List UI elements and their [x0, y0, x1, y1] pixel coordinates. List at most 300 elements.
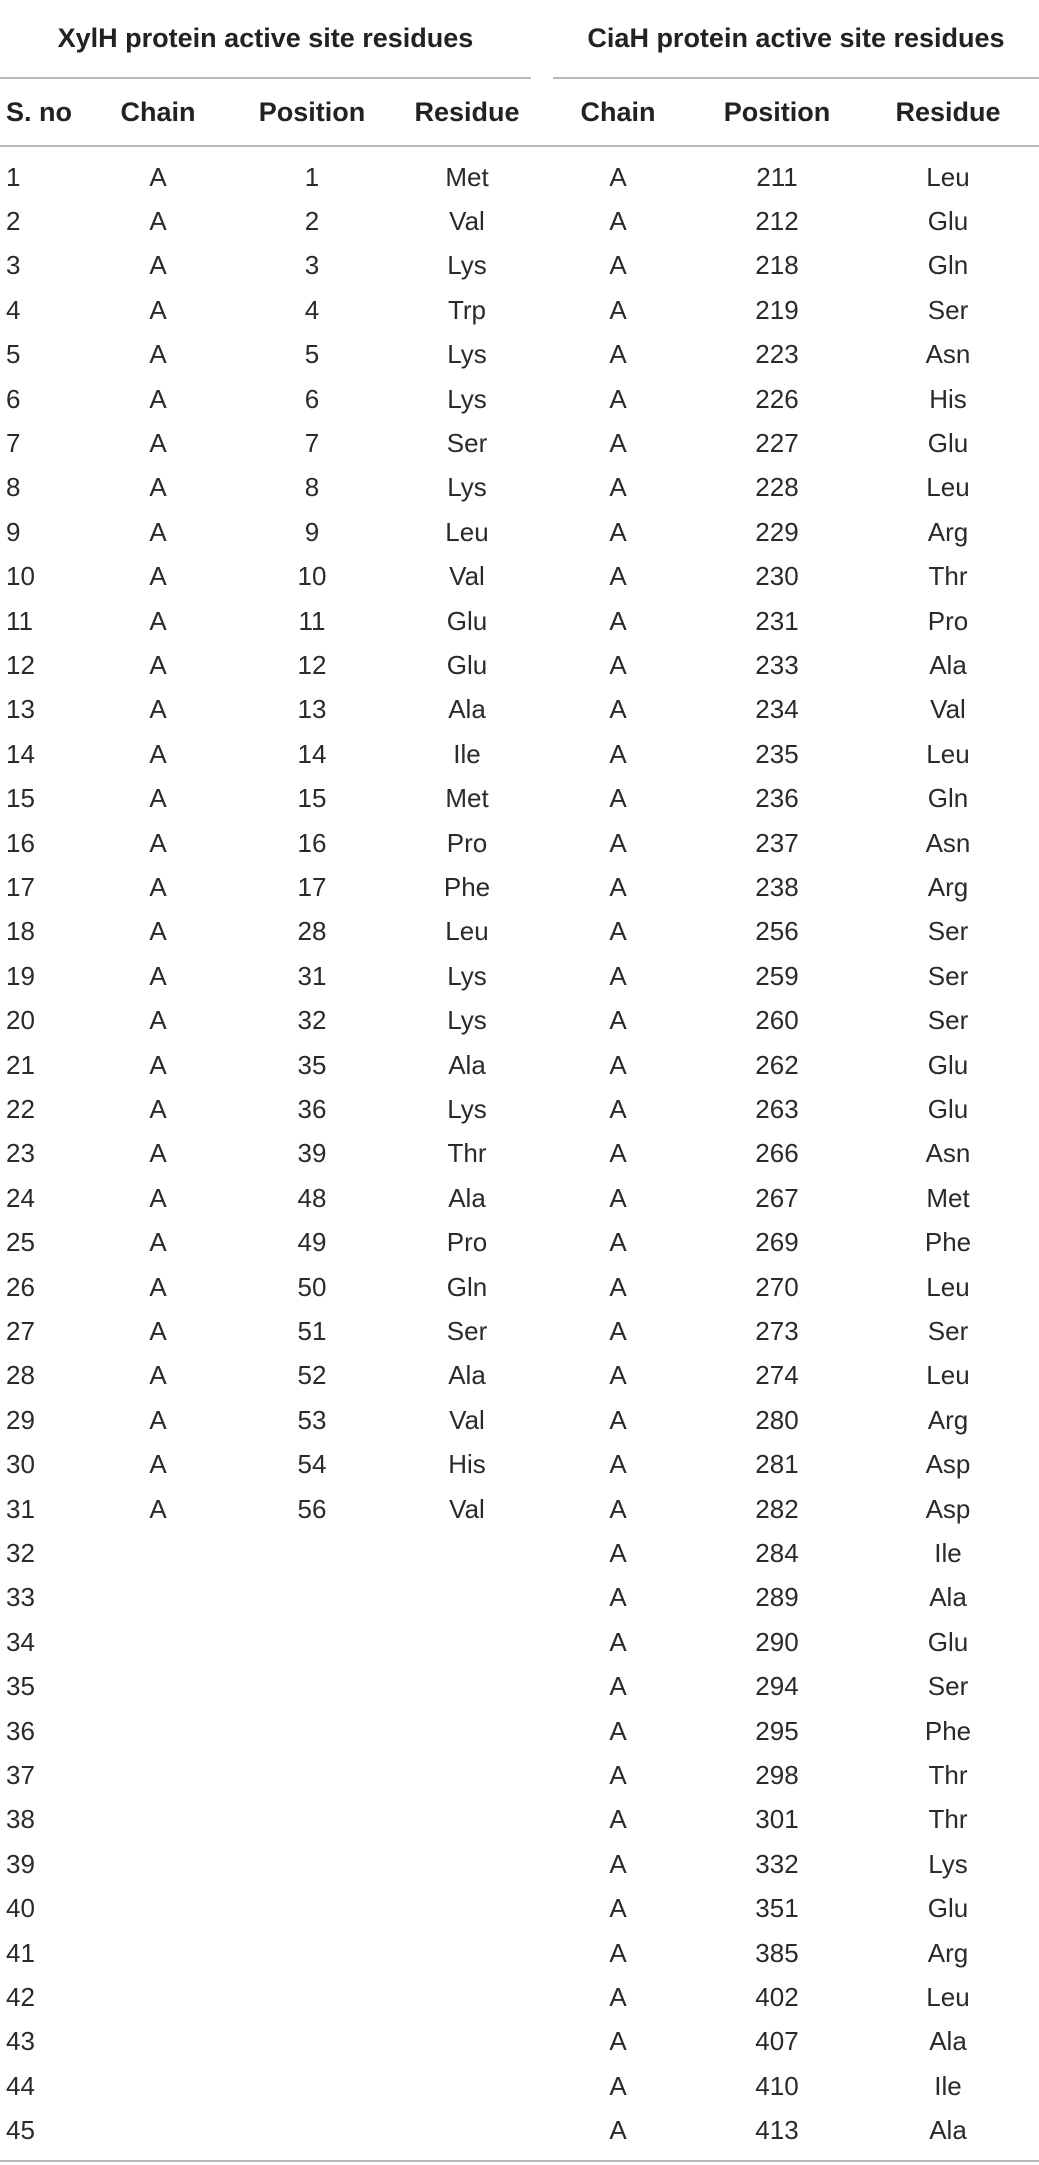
cell-chain-xylh: A [149, 339, 167, 370]
cell-residue-ciah: Thr [928, 1804, 968, 1835]
cell-chain-ciah: A [609, 1360, 627, 1391]
cell-position-xylh: 35 [297, 1049, 327, 1080]
cell-position-xylh: 53 [297, 1404, 327, 1435]
header-residue-xylh: Residue [414, 96, 520, 127]
cell-position-xylh [245, 1531, 379, 1575]
cell-chain-xylh [106, 1887, 210, 1931]
cell-chain-ciah: A [609, 1049, 627, 1080]
cell-chain-ciah: A [609, 1582, 627, 1613]
cell-residue-ciah: Asp [925, 1449, 971, 1480]
cell-chain-ciah: A [609, 1138, 627, 1169]
cell-sno: 24 [6, 1182, 35, 1213]
cell-position-ciah: 269 [755, 1227, 799, 1258]
cell-sno: 4 [6, 294, 21, 325]
cell-sno: 16 [6, 827, 35, 858]
cell-position-ciah: 289 [755, 1582, 799, 1613]
cell-residue-xylh: Val [449, 1493, 485, 1524]
cell-chain-ciah: A [609, 1715, 627, 1746]
cell-position-xylh: 28 [297, 916, 327, 947]
cell-residue-ciah: Ile [934, 2070, 962, 2101]
cell-residue-ciah: Val [930, 694, 966, 725]
cell-residue-xylh: Val [449, 561, 485, 592]
cell-sno: 33 [6, 1582, 35, 1613]
cell-sno: 27 [6, 1316, 35, 1347]
cell-chain-xylh [106, 2064, 210, 2108]
cell-chain-xylh [106, 1931, 210, 1975]
cell-position-xylh: 11 [298, 605, 326, 636]
header-position-ciah: Position [723, 96, 831, 127]
cell-position-xylh: 51 [297, 1316, 327, 1347]
cell-residue-ciah: Ala [929, 1582, 967, 1613]
group-header-xylh: XylH protein active site residues [57, 23, 474, 53]
cell-position-ciah: 262 [755, 1049, 799, 1080]
cell-chain-ciah: A [609, 1182, 627, 1213]
cell-position-ciah: 280 [755, 1404, 799, 1435]
cell-residue-xylh: Phe [443, 872, 491, 903]
cell-residue-ciah: Ser [927, 1316, 969, 1347]
cell-position-ciah: 238 [755, 872, 799, 903]
cell-position-ciah: 234 [755, 694, 799, 725]
cell-residue-ciah: Gln [927, 783, 969, 814]
cell-residue-xylh: Trp [447, 294, 487, 325]
cell-chain-ciah: A [609, 339, 627, 370]
cell-chain-xylh: A [149, 1271, 167, 1302]
cell-residue-ciah: Phe [924, 1227, 972, 1258]
cell-residue-xylh [405, 1975, 529, 2019]
cell-chain-xylh [106, 1620, 210, 1664]
cell-chain-xylh [106, 1576, 210, 1620]
cell-chain-xylh: A [149, 1493, 167, 1524]
cell-chain-ciah: A [609, 206, 627, 237]
cell-sno: 45 [6, 2115, 35, 2146]
header-rule [0, 145, 1039, 147]
cell-position-xylh: 13 [297, 694, 327, 725]
cell-residue-ciah: Ser [927, 916, 969, 947]
cell-chain-ciah: A [609, 1626, 627, 1657]
cell-sno: 23 [6, 1138, 35, 1169]
cell-position-xylh [245, 1798, 379, 1842]
group-header-ciah: CiaH protein active site residues [587, 23, 1005, 53]
cell-position-xylh [245, 1931, 379, 1975]
cell-chain-xylh: A [149, 960, 167, 991]
cell-position-ciah: 270 [755, 1271, 799, 1302]
cell-chain-ciah: A [609, 1227, 627, 1258]
cell-residue-xylh: His [448, 1449, 486, 1480]
cell-chain-ciah: A [609, 1094, 627, 1125]
cell-residue-xylh: Glu [446, 605, 488, 636]
cell-sno: 36 [6, 1715, 35, 1746]
cell-position-xylh: 3 [304, 250, 320, 281]
cell-position-xylh: 50 [297, 1271, 327, 1302]
cell-chain-ciah: A [609, 294, 627, 325]
cell-residue-ciah: Glu [927, 1893, 969, 1924]
cell-chain-xylh: A [149, 827, 167, 858]
cell-position-xylh: 32 [297, 1005, 327, 1036]
cell-residue-ciah: Leu [926, 1271, 970, 1302]
cell-sno: 13 [6, 694, 35, 725]
cell-chain-xylh: A [149, 738, 167, 769]
cell-chain-xylh: A [149, 250, 167, 281]
cell-position-ciah: 281 [755, 1449, 799, 1480]
cell-residue-ciah: Arg [927, 1937, 969, 1968]
cell-sno: 41 [6, 1937, 35, 1968]
cell-chain-ciah: A [609, 1271, 627, 1302]
cell-position-xylh [245, 1576, 379, 1620]
cell-chain-ciah: A [609, 1760, 627, 1791]
cell-residue-xylh: Leu [445, 916, 489, 947]
cell-chain-xylh: A [149, 1404, 167, 1435]
cell-chain-xylh: A [149, 1138, 167, 1169]
cell-residue-xylh [405, 2109, 529, 2153]
cell-residue-ciah: Thr [928, 561, 968, 592]
cell-position-xylh: 1 [304, 161, 320, 192]
cell-position-xylh: 10 [297, 561, 327, 592]
cell-residue-ciah: Met [926, 1182, 970, 1213]
cell-position-xylh [245, 2109, 379, 2153]
cell-residue-xylh: Ala [448, 1182, 486, 1213]
cell-residue-xylh [405, 1620, 529, 1664]
cell-position-xylh: 4 [304, 294, 320, 325]
cell-chain-xylh: A [149, 916, 167, 947]
cell-residue-ciah: Ser [927, 1005, 969, 1036]
cell-residue-xylh [405, 1576, 529, 1620]
cell-sno: 44 [6, 2070, 35, 2101]
cell-position-ciah: 263 [755, 1094, 799, 1125]
cell-residue-ciah: Thr [928, 1760, 968, 1791]
cell-sno: 14 [6, 738, 35, 769]
cell-sno: 39 [6, 1848, 35, 1879]
cell-sno: 19 [6, 960, 35, 991]
cell-chain-ciah: A [609, 783, 627, 814]
cell-position-xylh: 31 [297, 960, 327, 991]
cell-chain-xylh: A [149, 161, 167, 192]
cell-sno: 10 [6, 561, 35, 592]
cell-position-xylh: 54 [297, 1449, 327, 1480]
cell-position-xylh [245, 2020, 379, 2064]
cell-position-ciah: 219 [755, 294, 799, 325]
cell-position-ciah: 332 [755, 1848, 799, 1879]
cell-sno: 6 [6, 383, 21, 414]
cell-residue-xylh: Lys [447, 1094, 487, 1125]
cell-residue-xylh [405, 1887, 529, 1931]
cell-residue-xylh [405, 2020, 529, 2064]
cell-chain-ciah: A [609, 2070, 627, 2101]
cell-residue-ciah: Ala [929, 2115, 967, 2146]
cell-sno: 12 [6, 650, 35, 681]
cell-chain-ciah: A [609, 827, 627, 858]
cell-position-ciah: 226 [755, 383, 799, 414]
cell-chain-xylh [106, 1709, 210, 1753]
cell-position-xylh: 6 [304, 383, 320, 414]
cell-residue-ciah: Leu [926, 161, 970, 192]
cell-residue-ciah: His [929, 383, 967, 414]
cell-sno: 37 [6, 1760, 35, 1791]
cell-position-xylh [245, 1665, 379, 1709]
cell-residue-ciah: Pro [927, 605, 969, 636]
cell-sno: 7 [6, 428, 21, 459]
cell-chain-ciah: A [609, 1893, 627, 1924]
cell-sno: 3 [6, 250, 21, 281]
cell-residue-xylh [405, 1531, 529, 1575]
cell-chain-ciah: A [609, 561, 627, 592]
cell-sno: 11 [6, 605, 33, 636]
header-position-xylh: Position [258, 96, 366, 127]
cell-position-ciah: 218 [755, 250, 799, 281]
cell-chain-ciah: A [609, 1671, 627, 1702]
cell-residue-ciah: Lys [928, 1848, 968, 1879]
cell-residue-ciah: Glu [927, 1094, 969, 1125]
cell-chain-xylh: A [149, 516, 167, 547]
cell-residue-xylh: Val [449, 206, 485, 237]
cell-position-xylh: 2 [304, 206, 320, 237]
cell-chain-ciah: A [609, 383, 627, 414]
cell-residue-xylh: Leu [445, 516, 489, 547]
cell-position-ciah: 266 [755, 1138, 799, 1169]
cell-residue-xylh: Met [445, 783, 489, 814]
cell-chain-ciah: A [609, 1404, 627, 1435]
cell-position-ciah: 284 [755, 1538, 799, 1569]
cell-chain-xylh [106, 1665, 210, 1709]
cell-chain-xylh: A [149, 294, 167, 325]
cell-position-xylh: 14 [297, 738, 327, 769]
cell-sno: 31 [6, 1493, 35, 1524]
cell-chain-xylh: A [149, 1049, 167, 1080]
cell-position-ciah: 273 [755, 1316, 799, 1347]
header-sno: S. no [6, 96, 72, 127]
cell-sno: 1 [6, 161, 21, 192]
cell-residue-xylh: Pro [446, 1227, 488, 1258]
cell-chain-ciah: A [609, 1449, 627, 1480]
cell-sno: 38 [6, 1804, 35, 1835]
cell-position-xylh: 9 [304, 516, 320, 547]
cell-residue-xylh [405, 1753, 529, 1797]
cell-position-xylh: 49 [297, 1227, 327, 1258]
cell-position-ciah: 267 [755, 1182, 799, 1213]
cell-chain-ciah: A [609, 1493, 627, 1524]
cell-chain-xylh: A [149, 872, 167, 903]
cell-residue-ciah: Glu [927, 428, 969, 459]
cell-position-ciah: 295 [755, 1715, 799, 1746]
cell-residue-ciah: Ala [929, 2026, 967, 2057]
cell-chain-xylh [106, 1531, 210, 1575]
cell-chain-ciah: A [609, 916, 627, 947]
header-chain-xylh: Chain [120, 96, 196, 127]
cell-chain-ciah: A [609, 2026, 627, 2057]
cell-residue-xylh [405, 1842, 529, 1886]
cell-chain-ciah: A [609, 161, 627, 192]
table-bottom-rule [0, 2160, 1039, 2162]
cell-residue-xylh: Thr [447, 1138, 487, 1169]
cell-residue-xylh: Ala [448, 1360, 486, 1391]
cell-chain-ciah: A [609, 1005, 627, 1036]
cell-position-ciah: 290 [755, 1626, 799, 1657]
cell-position-ciah: 385 [755, 1937, 799, 1968]
cell-residue-xylh: Ser [446, 428, 488, 459]
cell-chain-xylh: A [149, 650, 167, 681]
cell-sno: 43 [6, 2026, 35, 2057]
cell-position-xylh [245, 1620, 379, 1664]
cell-chain-xylh: A [149, 1360, 167, 1391]
cell-chain-xylh [106, 2020, 210, 2064]
cell-position-ciah: 229 [755, 516, 799, 547]
cell-chain-ciah: A [609, 1848, 627, 1879]
cell-position-ciah: 212 [755, 206, 799, 237]
cell-position-xylh: 52 [297, 1360, 327, 1391]
cell-position-ciah: 228 [755, 472, 799, 503]
cell-sno: 32 [6, 1538, 35, 1569]
header-residue-ciah: Residue [895, 96, 1001, 127]
cell-residue-ciah: Glu [927, 206, 969, 237]
cell-position-ciah: 235 [755, 738, 799, 769]
cell-chain-ciah: A [609, 472, 627, 503]
cell-residue-xylh [405, 2064, 529, 2108]
cell-position-xylh [245, 1975, 379, 2019]
cell-residue-xylh: Lys [447, 250, 487, 281]
cell-residue-ciah: Ser [927, 294, 969, 325]
cell-residue-ciah: Arg [927, 872, 969, 903]
cell-sno: 21 [6, 1049, 35, 1080]
cell-sno: 26 [6, 1271, 35, 1302]
cell-sno: 42 [6, 1982, 35, 2013]
cell-position-ciah: 260 [755, 1005, 799, 1036]
cell-residue-ciah: Leu [926, 1360, 970, 1391]
cell-residue-xylh: Ala [448, 694, 486, 725]
cell-residue-ciah: Asp [925, 1493, 971, 1524]
cell-position-ciah: 233 [755, 650, 799, 681]
cell-residue-ciah: Glu [927, 1049, 969, 1080]
cell-chain-xylh: A [149, 783, 167, 814]
cell-residue-xylh: Lys [447, 339, 487, 370]
cell-chain-xylh: A [149, 206, 167, 237]
cell-residue-xylh [405, 1931, 529, 1975]
cell-chain-xylh: A [149, 1094, 167, 1125]
cell-position-ciah: 402 [755, 1982, 799, 2013]
cell-position-ciah: 236 [755, 783, 799, 814]
cell-residue-ciah: Arg [927, 1404, 969, 1435]
cell-chain-ciah: A [609, 694, 627, 725]
cell-position-xylh: 12 [297, 650, 327, 681]
cell-sno: 35 [6, 1671, 35, 1702]
cell-residue-ciah: Leu [926, 738, 970, 769]
cell-position-xylh [245, 2064, 379, 2108]
cell-residue-xylh: Met [445, 161, 489, 192]
cell-position-ciah: 294 [755, 1671, 799, 1702]
cell-position-ciah: 223 [755, 339, 799, 370]
cell-sno: 17 [6, 872, 35, 903]
cell-chain-xylh: A [149, 1227, 167, 1258]
cell-chain-xylh: A [149, 561, 167, 592]
cell-position-xylh: 56 [297, 1493, 327, 1524]
cell-residue-ciah: Leu [926, 1982, 970, 2013]
cell-chain-xylh: A [149, 1316, 167, 1347]
cell-residue-xylh: Ile [453, 738, 481, 769]
cell-residue-xylh: Lys [447, 1005, 487, 1036]
cell-chain-xylh: A [149, 472, 167, 503]
cell-sno: 15 [6, 783, 35, 814]
cell-chain-xylh: A [149, 694, 167, 725]
cell-chain-xylh [106, 2109, 210, 2153]
cell-position-ciah: 256 [755, 916, 799, 947]
cell-position-xylh: 39 [297, 1138, 327, 1169]
cell-residue-xylh: Ser [446, 1316, 488, 1347]
cell-residue-ciah: Ala [929, 650, 967, 681]
cell-position-ciah: 301 [755, 1804, 799, 1835]
cell-residue-xylh [405, 1665, 529, 1709]
cell-residue-ciah: Ser [927, 960, 969, 991]
cell-position-xylh: 15 [297, 783, 327, 814]
cell-position-xylh [245, 1709, 379, 1753]
cell-position-xylh: 7 [304, 428, 320, 459]
cell-chain-ciah: A [609, 1316, 627, 1347]
cell-position-ciah: 298 [755, 1760, 799, 1791]
cell-sno: 34 [6, 1626, 35, 1657]
cell-chain-xylh [106, 1798, 210, 1842]
cell-chain-xylh: A [149, 428, 167, 459]
cell-residue-ciah: Asn [925, 827, 971, 858]
cell-chain-ciah: A [609, 1937, 627, 1968]
cell-chain-xylh [106, 1842, 210, 1886]
cell-chain-ciah: A [609, 650, 627, 681]
cell-chain-ciah: A [609, 250, 627, 281]
cell-position-ciah: 274 [755, 1360, 799, 1391]
cell-position-ciah: 231 [755, 605, 799, 636]
cell-sno: 20 [6, 1005, 35, 1036]
cell-chain-ciah: A [609, 428, 627, 459]
cell-residue-ciah: Phe [924, 1715, 972, 1746]
cell-chain-ciah: A [609, 1538, 627, 1569]
cell-chain-ciah: A [609, 872, 627, 903]
cell-chain-ciah: A [609, 1982, 627, 2013]
cell-residue-ciah: Ser [927, 1671, 969, 1702]
cell-sno: 8 [6, 472, 21, 503]
cell-chain-ciah: A [609, 2115, 627, 2146]
cell-chain-xylh: A [149, 605, 167, 636]
cell-position-xylh [245, 1887, 379, 1931]
cell-residue-ciah: Asn [925, 339, 971, 370]
cell-position-ciah: 227 [755, 428, 799, 459]
cell-position-xylh: 5 [304, 339, 320, 370]
cell-position-xylh: 17 [297, 872, 327, 903]
cell-position-xylh: 48 [297, 1182, 327, 1213]
cell-position-ciah: 237 [755, 827, 799, 858]
cell-position-ciah: 413 [755, 2115, 799, 2146]
cell-residue-xylh: Val [449, 1404, 485, 1435]
cell-residue-ciah: Gln [927, 250, 969, 281]
cell-sno: 25 [6, 1227, 35, 1258]
cell-sno: 28 [6, 1360, 35, 1391]
cell-chain-xylh: A [149, 1449, 167, 1480]
cell-chain-xylh [106, 1753, 210, 1797]
cell-residue-xylh [405, 1798, 529, 1842]
cell-position-ciah: 351 [755, 1893, 799, 1924]
cell-sno: 5 [6, 339, 21, 370]
cell-position-ciah: 282 [755, 1493, 799, 1524]
cell-position-ciah: 410 [755, 2070, 799, 2101]
cell-sno: 18 [6, 916, 35, 947]
cell-sno: 9 [6, 516, 21, 547]
cell-residue-xylh: Lys [447, 383, 487, 414]
cell-residue-ciah: Ile [934, 1538, 962, 1569]
cell-residue-ciah: Glu [927, 1626, 969, 1657]
cell-chain-xylh [106, 1975, 210, 2019]
cell-residue-xylh [405, 1709, 529, 1753]
cell-sno: 40 [6, 1893, 35, 1924]
cell-chain-ciah: A [609, 605, 627, 636]
cell-residue-xylh: Lys [447, 960, 487, 991]
cell-chain-xylh: A [149, 1182, 167, 1213]
cell-position-xylh: 36 [297, 1094, 327, 1125]
cell-position-xylh: 16 [297, 827, 327, 858]
